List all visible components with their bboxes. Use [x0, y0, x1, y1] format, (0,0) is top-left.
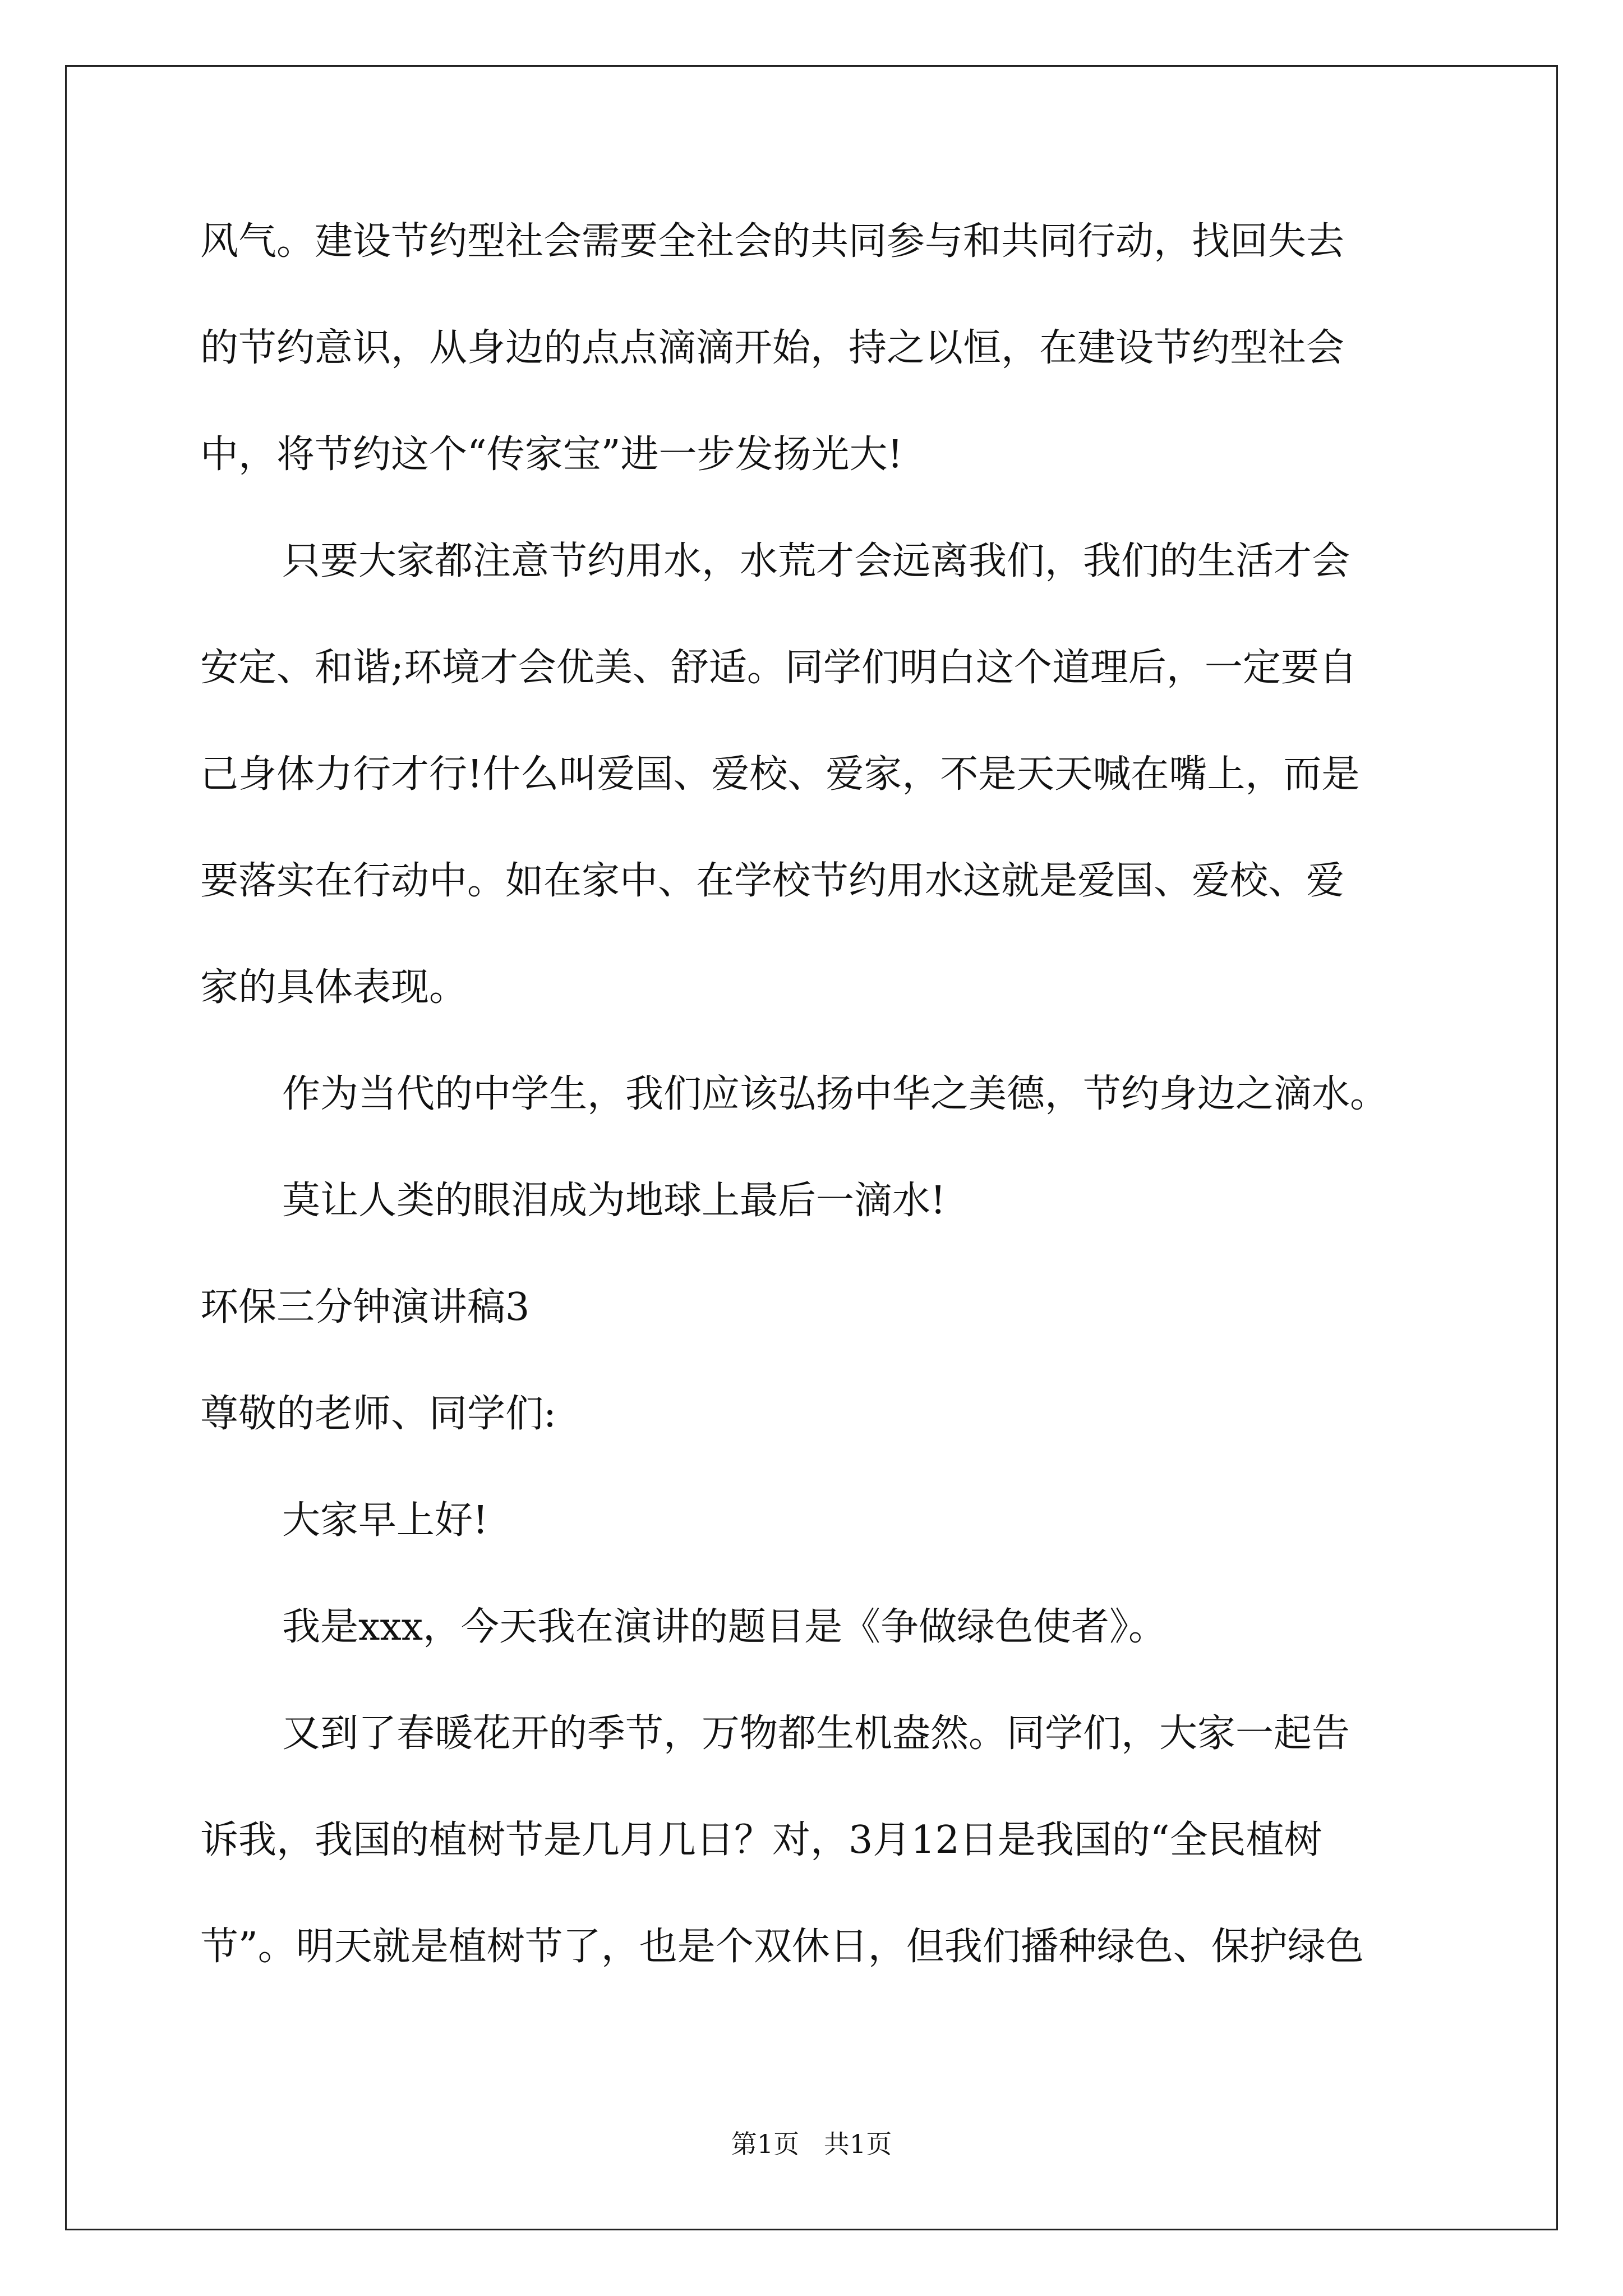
section-heading: 环保三分钟演讲稿3 — [200, 1285, 530, 1329]
paragraph-start-line: 莫让人类的眼泪成为地球上最后一滴水! — [282, 1179, 946, 1223]
paragraph-start-line: 又到了春暖花开的季节，万物都生机盎然。同学们，大家一起告 — [282, 1711, 1350, 1756]
paragraph-start-line: 作为当代的中学生，我们应该弘扬中华之美德，节约身边之滴水。 — [282, 1072, 1389, 1116]
document-body — [200, 219, 1423, 2034]
text-line: 的节约意识，从身边的点点滴滴开始，持之以恒，在建设节约型社会 — [200, 326, 1345, 370]
text-line: 家的具体表现。 — [200, 965, 468, 1010]
text-line: 己身体力行才行!什么叫爱国、爱校、爱家，不是天天喊在嘴上，而是 — [200, 752, 1360, 797]
text-line: 中，将节约这个“传家宝”进一步发扬光大! — [200, 432, 903, 477]
page-number-footer: 第1页 共1页 — [731, 2129, 892, 2159]
paragraph-start-line: 只要大家都注意节约用水，水荒才会远离我们，我们的生活才会 — [282, 539, 1350, 583]
text-line: 安定、和谐;环境才会优美、舒适。同学们明白这个道理后，一定要自 — [200, 646, 1357, 690]
paragraph-start-line: 我是xxx，今天我在演讲的题目是《争做绿色使者》。 — [282, 1605, 1167, 1649]
greeting-line: 大家早上好! — [282, 1498, 488, 1543]
text-line: 诉我，我国的植树节是几月几日？对，3月12日是我国的“全民植树 — [200, 1818, 1322, 1862]
salutation: 尊敬的老师、同学们: — [200, 1392, 556, 1436]
text-line: 要落实在行动中。如在家中、在学校节约用水这就是爱国、爱校、爱 — [200, 859, 1345, 903]
text-line: 风气。建设节约型社会需要全社会的共同参与和共同行动，找回失去 — [200, 219, 1345, 264]
text-line: 节”。明天就是植树节了，也是个双休日，但我们播种绿色、保护绿色 — [200, 1925, 1364, 1969]
